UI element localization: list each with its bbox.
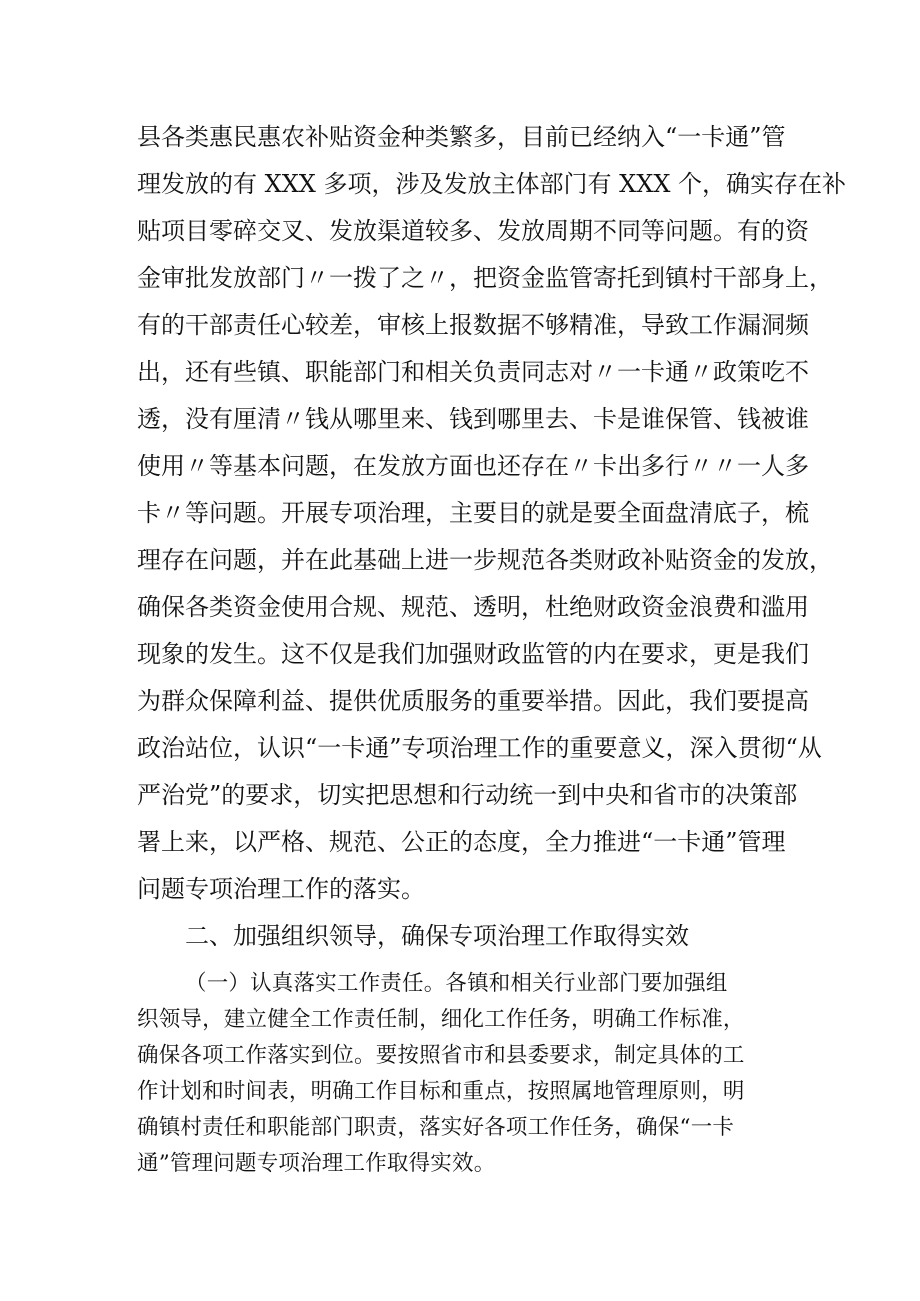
subsection-line: 确保各项工作落实到位。要按照省市和县委要求，制定具体的工 (137, 1043, 745, 1068)
subsection-line: （一）认真落实工作责任。各镇和相关行业部门要加强组 (185, 971, 728, 996)
paragraph-line: 理存在问题，并在此基础上进一步规范各类财政补贴资金的发放， (137, 546, 833, 574)
subsection-line: 织领导，建立健全工作责任制，细化工作任务，明确工作标准， (137, 1007, 745, 1032)
paragraph-line: 署上来，以严格、规范、公正的态度，全力推进“一卡通”管理 (137, 828, 786, 856)
paragraph-line: 使用〃等基本问题，在发放方面也还存在〃卡出多行〃〃一人多 (137, 452, 809, 480)
paragraph-line: 确保各类资金使用合规、规范、透明，杜绝财政资金浪费和滥用 (137, 593, 809, 621)
paragraph-line: 为群众保障利益、提供优质服务的重要举措。因此，我们要提高 (137, 687, 809, 715)
paragraph-line: 严治党”的要求，切实把思想和行动统一到中央和省市的决策部 (137, 781, 798, 809)
subsection-line: 确镇村责任和职能部门职责，落实好各项工作任务，确保“一卡 (137, 1115, 735, 1140)
paragraph-line: 金审批发放部门〃一拨了之〃，把资金监管寄托到镇村干部身上， (137, 264, 833, 292)
paragraph-line: 有的干部责任心较差，审核上报数据不够精准，导致工作漏洞频 (137, 311, 809, 339)
paragraph-line: 现象的发生。这不仅是我们加强财政监管的内在要求，更是我们 (137, 640, 809, 668)
paragraph-line: 卡〃等问题。开展专项治理，主要目的就是要全面盘清底子，梳 (137, 499, 809, 527)
paragraph-line: 县各类惠民惠农补贴资金种类繁多，目前已经纳入“一卡通”管 (137, 123, 786, 151)
subsection-line: 作计划和时间表，明确工作目标和重点，按照属地管理原则，明 (137, 1079, 745, 1104)
paragraph-line: 贴项目零碎交叉、发放渠道较多、发放周期不同等问题。有的资 (137, 217, 809, 245)
paragraph-line: 透，没有厘清〃钱从哪里来、钱到哪里去、卡是谁保管、钱被谁 (137, 405, 809, 433)
subsection-line: 通”管理问题专项治理工作取得实效。 (137, 1151, 496, 1176)
paragraph-line: 政治站位，认识“一卡通”专项治理工作的重要意义，深入贯彻“从 (137, 734, 822, 762)
paragraph-line: 出，还有些镇、职能部门和相关负责同志对〃一卡通〃政策吃不 (137, 358, 809, 386)
section-heading: 二、加强组织领导，确保专项治理工作取得实效 (185, 922, 689, 950)
paragraph-line: 理发放的有 XXX 多项，涉及发放主体部门有 XXX 个，确实存在补 (137, 170, 847, 198)
paragraph-line: 问题专项治理工作的落实。 (137, 875, 425, 903)
